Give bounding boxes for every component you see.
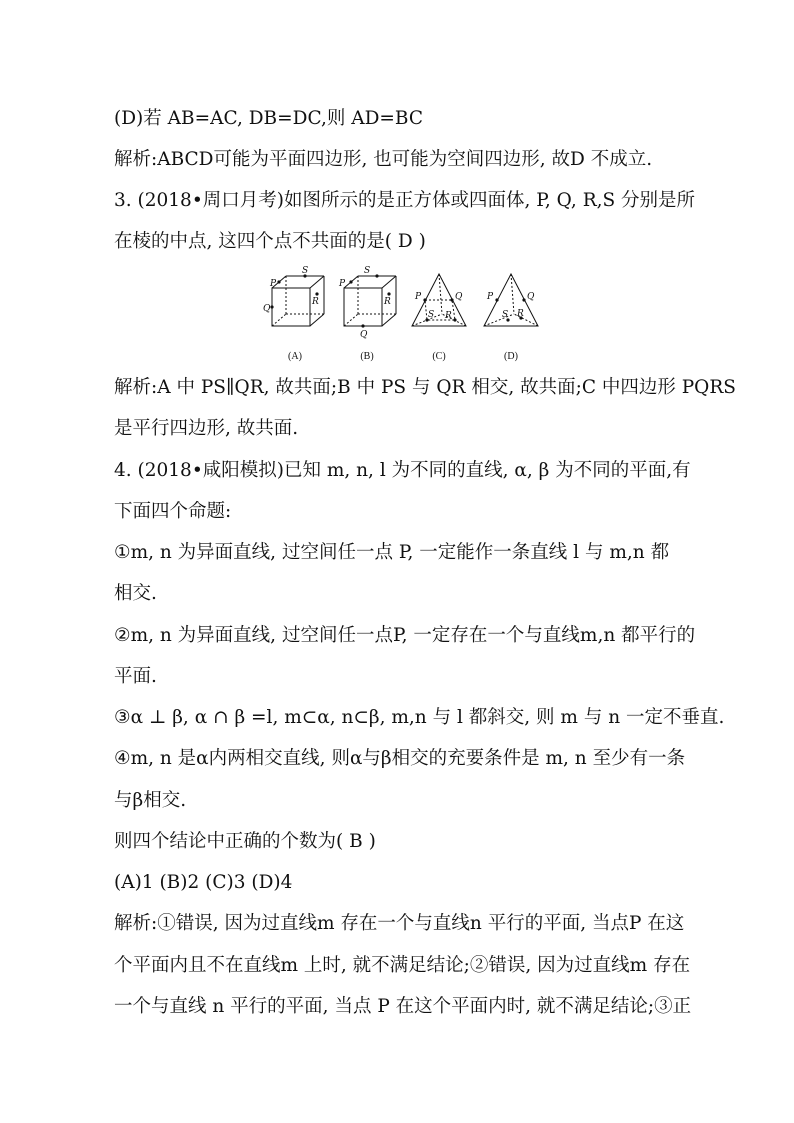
point-p-label: P	[415, 292, 422, 302]
point-q-label: Q	[527, 292, 535, 302]
point-p-label: P	[270, 279, 277, 289]
text-line: 解析:A 中 PS∥QR, 故共面;B 中 PS 与 QR 相交, 故共面;C 中四边形 PQRS	[114, 377, 736, 398]
point-r-label: R	[312, 297, 319, 307]
text-line: ④m, n 是α内两相交直线, 则α与β相交的充要条件是 m, n 至少有一条	[114, 748, 686, 769]
figure-c	[406, 266, 472, 362]
text-line: 解析:①错误, 因为过直线m 存在一个与直线n 平行的平面, 当点P 在这	[114, 913, 685, 934]
figure-caption: (D)	[504, 351, 518, 362]
point-q-label: Q	[263, 304, 271, 314]
text-line: ①m, n 为异面直线, 过空间任一点 P, 一定能作一条直线 l 与 m,n 都	[114, 542, 670, 563]
text-line: ②m, n 为异面直线, 过空间任一点P, 一定存在一个与直线m,n 都平行的	[114, 625, 696, 646]
text-line: 则四个结论中正确的个数为( B )	[114, 831, 376, 852]
text-line: 3. (2018•周口月考)如图所示的是正方体或四面体, P, Q, R,S 分别是所	[114, 190, 696, 211]
text-line: 平面.	[114, 666, 157, 687]
point-s-label: S	[428, 310, 435, 320]
figure-caption: (C)	[432, 351, 446, 362]
point-q-label: Q	[360, 330, 368, 340]
text-line: 在棱的中点, 这四个点不共面的是( D )	[114, 231, 426, 252]
point-p-label: P	[487, 292, 494, 302]
text-line: 一个与直线 n 平行的平面, 当点 P 在这个平面内时, 就不满足结论;③正	[114, 996, 692, 1017]
text-line: (D)若 AB=AC, DB=DC,则 AD=BC	[114, 108, 424, 129]
figure-caption: (A)	[288, 351, 302, 362]
text-line: (A)1 (B)2 (C)3 (D)4	[114, 872, 293, 893]
point-s-label: S	[364, 266, 371, 276]
point-s-label: S	[502, 310, 509, 320]
point-r-label: R	[384, 297, 391, 307]
point-q-label: Q	[455, 292, 463, 302]
figure-b	[334, 266, 400, 362]
text-line: 下面四个命题:	[114, 501, 232, 522]
text-line: 与β相交.	[114, 790, 187, 811]
text-line: ③α ⊥ β, α ∩ β =l, m⊂α, n⊂β, m,n 与 l 都斜交, 则 m 与 n 一定不垂直.	[114, 707, 725, 728]
text-line: 相交.	[114, 583, 157, 604]
figure-a	[262, 266, 328, 362]
point-r-label: R	[517, 309, 524, 319]
point-r-label: R	[445, 311, 452, 321]
figure-d	[478, 266, 544, 362]
point-s-label: S	[302, 266, 309, 276]
text-line: 个平面内且不在直线m 上时, 就不满足结论;②错误, 因为过直线m 存在	[114, 955, 691, 976]
text-line: 是平行四边形, 故共面.	[114, 418, 299, 439]
text-line: 4. (2018•咸阳模拟)已知 m, n, l 为不同的直线, α, β 为不同的平面,有	[114, 460, 691, 481]
point-p-label: P	[339, 279, 346, 289]
figure-caption: (B)	[360, 351, 374, 362]
figure-row	[262, 266, 535, 362]
text-line: 解析:ABCD可能为平面四边形, 也可能为空间四边形, 故D 不成立.	[114, 149, 653, 170]
